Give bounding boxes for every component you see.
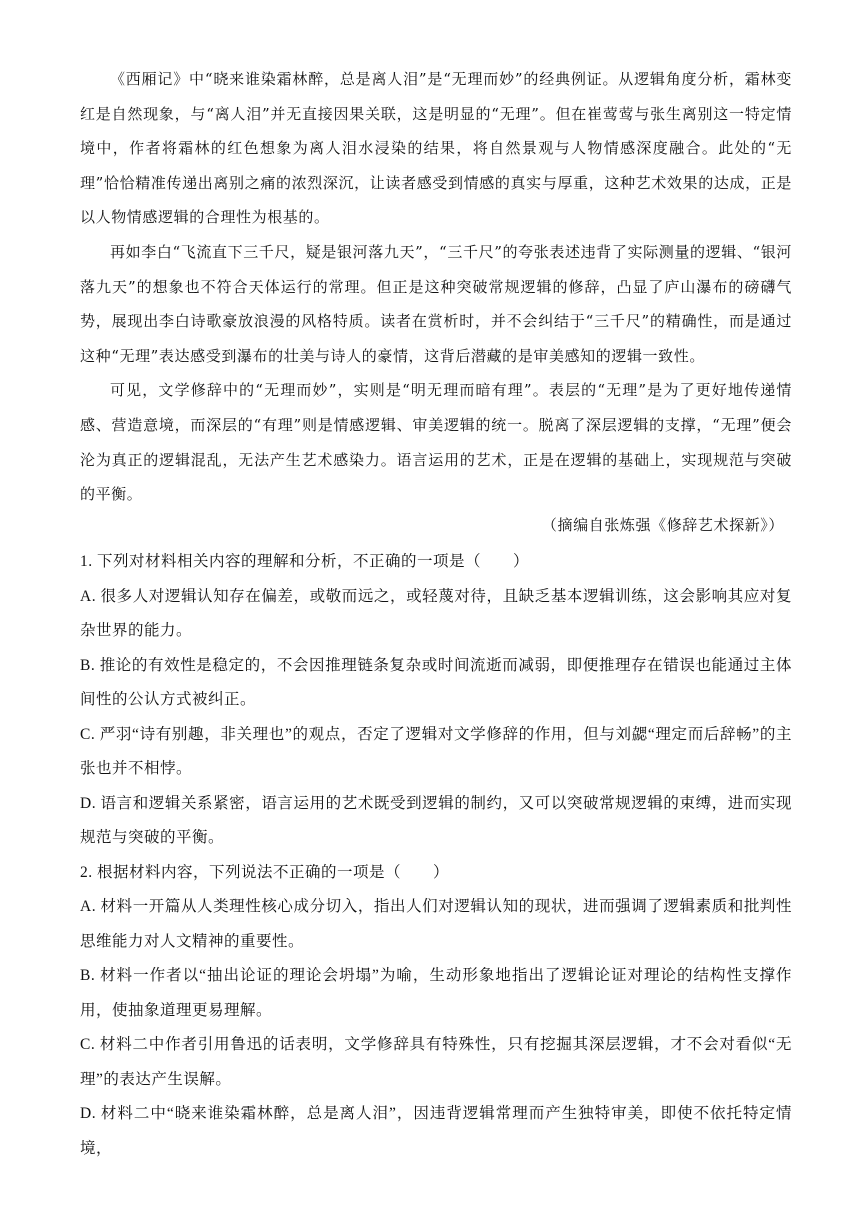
option-c[interactable]: C. 材料二中作者引用鲁迅的话表明，文学修辞具有特殊性，只有挖掘其深层逻辑，才不会对看似“无理”的表达产生误解。	[80, 1036, 792, 1088]
questions-section	[80, 545, 792, 1166]
option-b[interactable]: B. 推论的有效性是稳定的，不会因推理链条复杂或时间流逝而减弱，即便推理存在错误也能通过主体间性的公认方式被纠正。	[80, 656, 792, 708]
option-d[interactable]: D. 材料二中“晓来谁染霜林醉，总是离人泪”，因违背逻辑常理而产生独特审美，即使不依托特定情境，	[80, 1105, 792, 1157]
question-stem: 2. 根据材料内容，下列说法不正确的一项是（ ）	[80, 863, 450, 881]
question-2	[80, 856, 792, 1167]
question-1	[80, 545, 792, 856]
passage-paragraph-1: 《西厢记》中“晓来谁染霜林醉，总是离人泪”是“无理而妙”的经典例证。从逻辑角度分析，霜林变红是自然现象，与“离人泪”并无直接因果关联，这是明显的“无理”。但在崔莺莺与张生离别这一特定情境中，作者将霜林的红色想象为离人泪水浸染的结果，将自然景观与人物情感深度融合。此处的“无理”恰恰精准传递出离别之痛的浓烈深沉，让读者感受到情感的真实与厚重，这种艺术效果的达成，正是以人物情感逻辑的合理性为根基的。	[80, 70, 792, 227]
option-c[interactable]: C. 严羽“诗有别趣，非关理也”的观点，否定了逻辑对文学修辞的作用，但与刘勰“理定而后辞畅”的主张也并不相悖。	[80, 725, 792, 777]
passage	[80, 62, 792, 512]
option-b[interactable]: B. 材料一作者以“抽出论证的理论会坍塌”为喻，生动形象地指出了逻辑论证对理论的结构性支撑作用，使抽象道理更易理解。	[80, 967, 792, 1019]
question-stem: 1. 下列对材料相关内容的理解和分析，不正确的一项是（ ）	[80, 553, 530, 570]
option-a[interactable]: A. 材料一开篇从人类理性核心成分切入，指出人们对逻辑认知的现状，进而强调了逻辑素质和批判性思维能力对人文精神的重要性。	[80, 898, 792, 950]
source-citation: （摘编自张炼强《修辞艺术探新》）	[541, 516, 784, 534]
passage-paragraph-3: 可见，文学修辞中的“无理而妙”，实则是“明无理而暗有理”。表层的“无理”是为了更好地传递情感、营造意境，而深层的“有理”则是情感逻辑、审美逻辑的统一。脱离了深层逻辑的支撑，“无理”便会沦为真正的逻辑混乱，无法产生艺术感染力。语言运用的艺术，正是在逻辑的基础上，实现规范与突破的平衡。	[80, 381, 792, 504]
passage-paragraph-2: 再如李白“飞流直下三千尺，疑是银河落九天”，“三千尺”的夸张表述违背了实际测量的逻辑、“银河落九天”的想象也不符合天体运行的常理。但正是这种突破常规逻辑的修辞，凸显了庐山瀑布的磅礴气势，展现出李白诗歌豪放浪漫的风格特质。读者在赏析时，并不会纠结于“三千尺”的精确性，而是通过这种“无理”表达感受到瀑布的壮美与诗人的豪情，这背后潜藏的是审美感知的逻辑一致性。	[80, 242, 792, 365]
option-d[interactable]: D. 语言和逻辑关系紧密，语言运用的艺术既受到逻辑的制约，又可以突破常规逻辑的束缚，进而实现规范与突破的平衡。	[80, 794, 792, 846]
option-a[interactable]: A. 很多人对逻辑认知存在偏差，或敬而远之，或轻蔑对待，且缺乏基本逻辑训练，这会影响其应对复杂世界的能力。	[80, 587, 792, 639]
